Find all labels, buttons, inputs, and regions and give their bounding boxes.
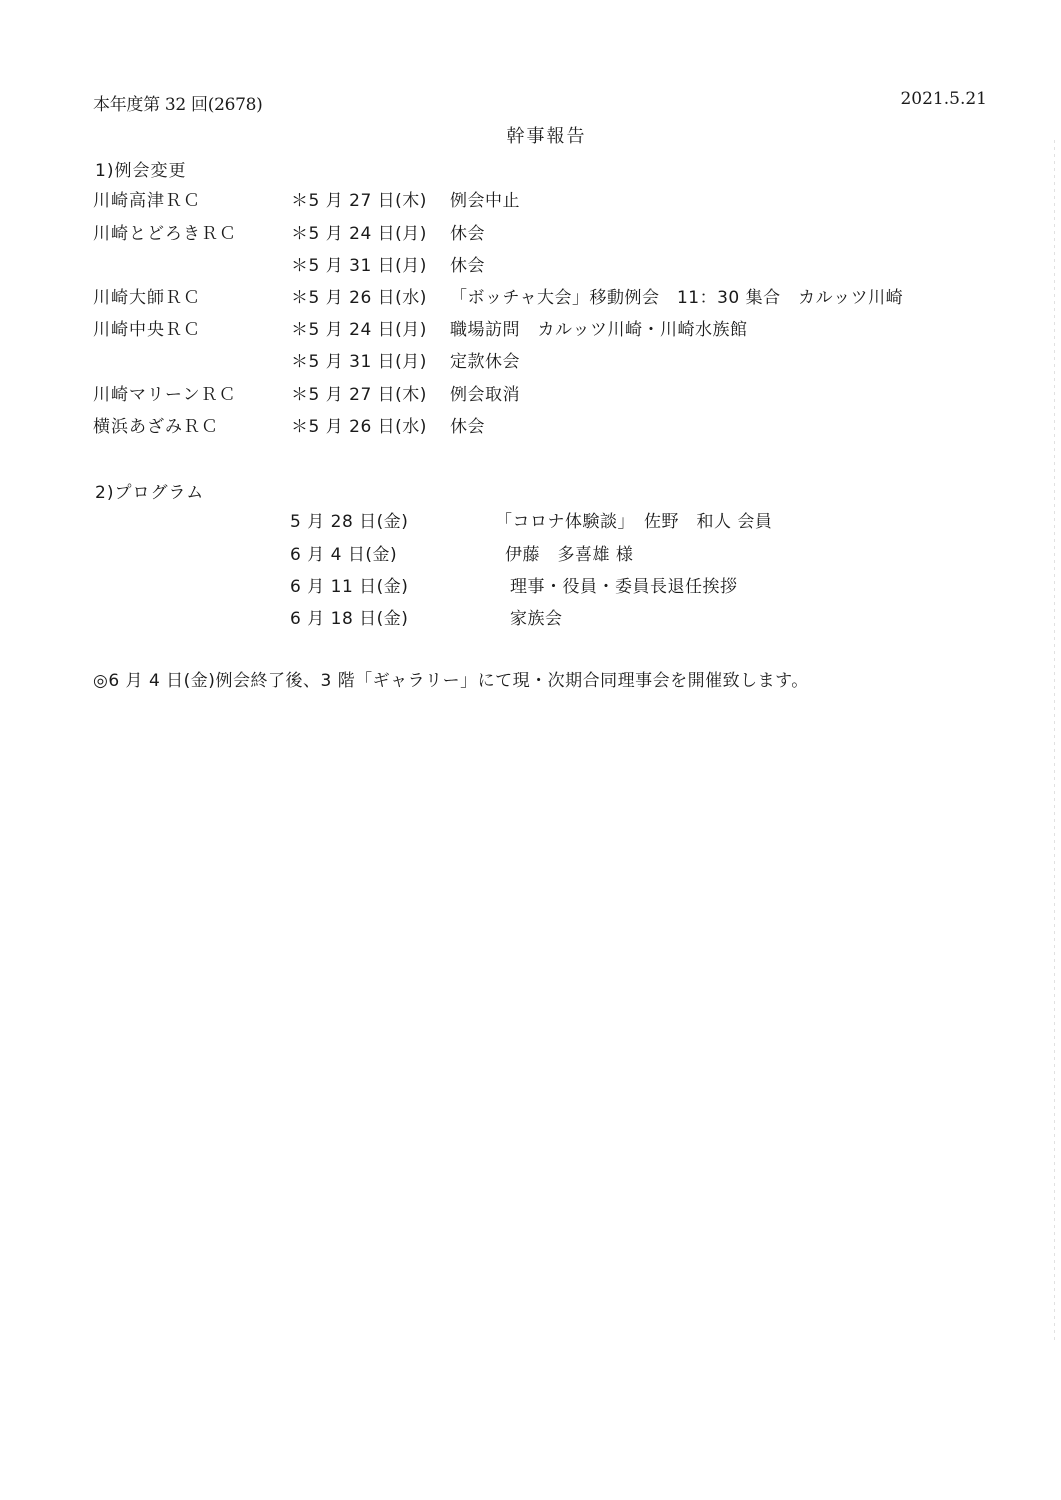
change-note: 休会 [450,256,485,276]
club-name: 川崎中央ＲＣ [93,320,201,340]
meeting-number: 本年度第 32 回(2678) [93,95,263,115]
program-date: 6 月 11 日(金) [290,577,409,597]
program-topic: 伊藤 多喜雄 様 [505,545,634,565]
change-note: 休会 [450,417,485,437]
change-note: 「ボッチャ大会」移動例会 11：30 集合 カルッツ川崎 [450,288,904,308]
board-meeting-notice: ◎6 月 4 日(金)例会終了後、3 階「ギャラリー」にて現・次期合同理事会を開催致します。 [93,671,809,691]
change-note: 例会取消 [450,385,520,405]
page-title: 幹事報告 [506,126,587,147]
section-heading-meeting-changes: 1)例会変更 [95,161,187,181]
change-note: 定款休会 [450,352,520,372]
section-heading-program: 2)プログラム [95,483,205,503]
scan-edge-mark [1054,140,1055,1340]
club-name: 横浜あざみＲＣ [93,417,219,437]
change-date: ＊5 月 24 日(月) [291,320,427,340]
change-date: ＊5 月 26 日(水) [291,417,427,437]
program-topic: 「コロナ体験談」 佐野 和人 会員 [495,512,773,532]
change-date: ＊5 月 31 日(月) [291,352,427,372]
program-topic: 家族会 [510,609,563,629]
change-note: 休会 [450,224,485,244]
club-name: 川崎大師ＲＣ [93,288,201,308]
change-note: 例会中止 [450,191,520,211]
program-date: 6 月 18 日(金) [290,609,409,629]
program-date: 6 月 4 日(金) [290,545,398,565]
change-date: ＊5 月 27 日(木) [291,385,427,405]
report-date: 2021.5.21 [900,89,987,109]
change-note: 職場訪問 カルッツ川崎・川崎水族館 [450,320,748,340]
change-date: ＊5 月 27 日(木) [291,191,427,211]
change-date: ＊5 月 24 日(月) [291,224,427,244]
club-name: 川崎とどろきＲＣ [93,224,237,244]
club-name: 川崎マリーンＲＣ [93,385,237,405]
program-topic: 理事・役員・委員長退任挨拶 [510,577,738,597]
program-date: 5 月 28 日(金) [290,512,409,532]
change-date: ＊5 月 31 日(月) [291,256,427,276]
club-name: 川崎高津ＲＣ [93,191,201,211]
change-date: ＊5 月 26 日(水) [291,288,427,308]
